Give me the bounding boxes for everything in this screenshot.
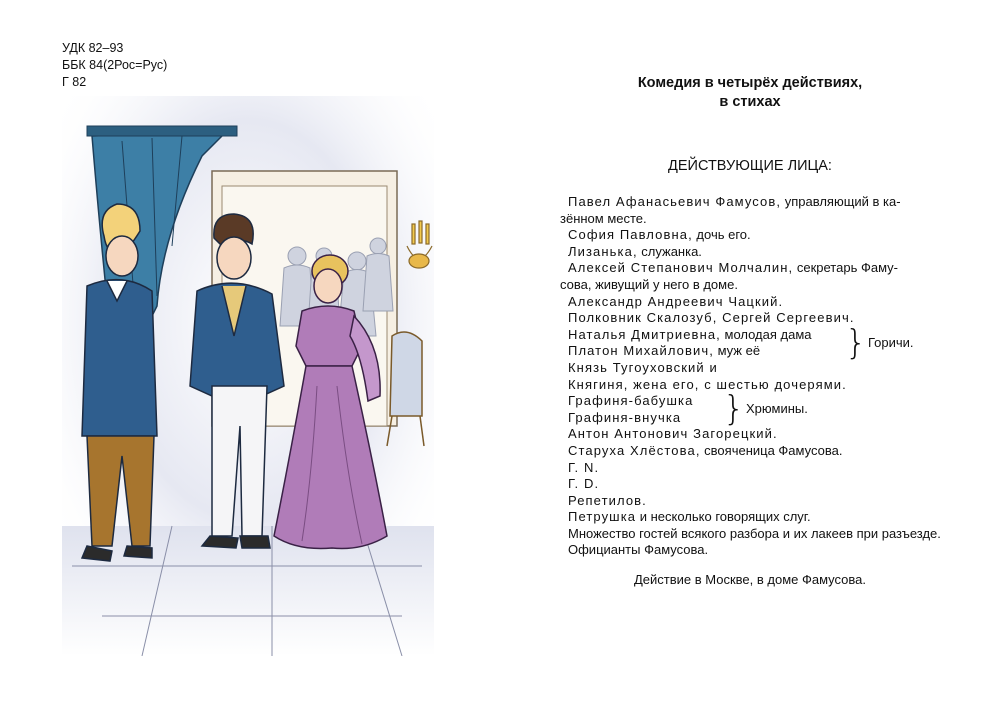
group-khryumins <box>568 389 940 430</box>
brace-khryumins: } <box>723 389 745 430</box>
cast-sofia <box>568 227 940 244</box>
catalog-codes <box>62 40 167 91</box>
cast-repetilov: Репетилов. <box>568 492 647 508</box>
cast-famusov-cont: зённом месте. <box>560 210 647 226</box>
cast-grafinya-b: Графиня-бабушка <box>568 393 694 409</box>
cast-khlestova <box>568 443 940 460</box>
cast-zagoretsky: Антон Антонович Загорецкий. <box>568 426 778 442</box>
cast-skalozub: Полковник Скалозуб, Сергей Сергеевич. <box>568 310 855 326</box>
cast-natalia-desc: молодая дама <box>720 326 812 342</box>
cast-liza-desc: служанка. <box>637 243 702 259</box>
cast-molchalin-cont: сова, живущий у него в доме. <box>560 276 738 292</box>
cast-famusov <box>568 194 940 211</box>
bbk-code: ББК 84(2Рос=Рус) <box>62 58 168 72</box>
cast-tugoukhovsky: Князь Тугоуховский и <box>568 359 718 375</box>
brace-gorichi: } <box>845 322 867 363</box>
cast-sofia-name: София Павловна, <box>568 227 693 243</box>
cast-grafinya-v: Графиня-внучка <box>568 409 682 425</box>
cast-khlestova-desc: свояченица Фамусова. <box>700 442 843 458</box>
cast-sofia-desc: дочь его. <box>692 227 751 243</box>
cast-liza-name: Лизанька, <box>568 243 638 259</box>
cast-waiters: Официанты Фамусова. <box>568 542 709 558</box>
cast-molchalin-name: Алексей Степанович Молчалин, <box>568 260 794 276</box>
subtitle-line-2: в стихах <box>719 94 781 110</box>
cast-gd: Г. D. <box>568 476 600 492</box>
cast-molchalin-desc: секретарь Фаму- <box>793 260 898 276</box>
udk-code: УДК 82–93 <box>62 41 124 55</box>
cast-guests: Множество гостей всякого разбора и их лакеев при разъезде. <box>568 525 941 541</box>
cast-platon-name: Платон Михайлович, <box>568 343 714 359</box>
g-code: Г 82 <box>62 75 87 89</box>
cast-gn: Г. N. <box>568 459 600 475</box>
subtitle <box>560 74 940 112</box>
dramatis-heading: ДЕЙСТВУЮЩИЕ ЛИЦА: <box>668 158 832 174</box>
cast-platon-desc: муж её <box>713 343 761 359</box>
cast-list <box>560 194 941 559</box>
cast-famusov-name: Павел Афанасьевич Фамусов, <box>568 194 782 209</box>
cast-natalia-name: Наталья Дмитриевна, <box>568 326 721 342</box>
cast-petrushka-desc: и несколько говорящих слуг. <box>636 509 811 525</box>
cast-molchalin <box>568 260 940 277</box>
cast-chatsky: Александр Андреевич Чацкий. <box>568 293 784 309</box>
setting-note: Действие в Москве, в доме Фамусова. <box>633 572 867 587</box>
subtitle-line-1: Комедия в четырёх действиях, <box>637 75 863 91</box>
label-gorichi: Горичи. <box>868 334 914 350</box>
illustration <box>62 96 434 656</box>
label-khryumins: Хрюмины. <box>746 401 808 417</box>
cast-knyaginya: Княгиня, жена его, с шестью дочерями. <box>568 376 847 392</box>
cast-petrushka-name: Петрушка <box>568 509 637 525</box>
cast-famusov-desc: управляющий в ка- <box>781 194 901 209</box>
cast-petrushka <box>568 509 940 526</box>
group-gorichi <box>568 322 940 363</box>
cast-liza <box>568 244 940 261</box>
cast-khlestova-name: Старуха Хлёстова, <box>568 442 701 458</box>
